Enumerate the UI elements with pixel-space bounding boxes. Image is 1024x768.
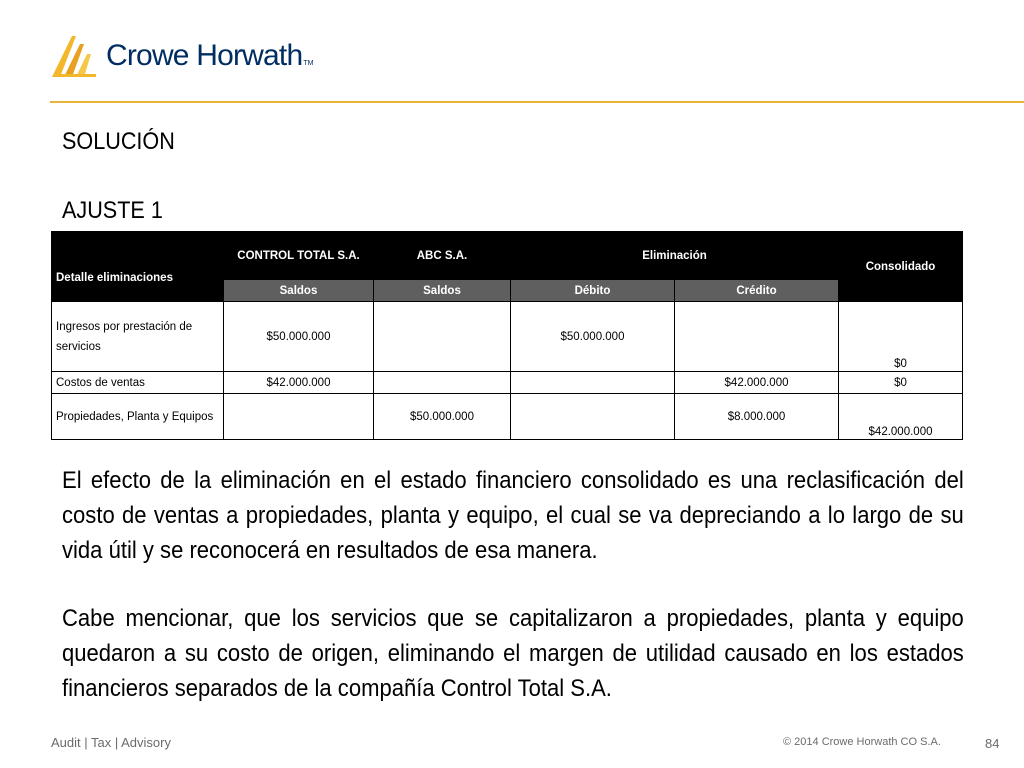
table-header-row — [52, 232, 963, 280]
cell-control: $42.000.000 — [224, 372, 374, 394]
row-label: Costos de ventas — [52, 372, 224, 394]
row-label: Propiedades, Planta y Equipos — [52, 394, 224, 440]
cell-consolidado: $0 — [839, 372, 963, 394]
solution-heading: SOLUCIÓN — [62, 128, 175, 155]
logo-brand-text: Crowe Horwath — [106, 39, 303, 72]
cell-control — [224, 394, 374, 440]
subheader-credito: Crédito — [675, 280, 839, 302]
cell-credito: $8.000.000 — [675, 394, 839, 440]
cell-consolidado: $42.000.000 — [839, 394, 963, 440]
footer-copyright: © 2014 Crowe Horwath CO S.A. — [783, 736, 941, 748]
header-divider — [50, 101, 1024, 103]
subheader-saldos-abc: Saldos — [374, 280, 511, 302]
table-row — [52, 394, 963, 440]
paragraph-effect: El efecto de la eliminación en el estado financiero consolidado es una reclasificación del costo de ventas a propiedades, planta y equipo, el cual se va depreciando a lo largo de su vida útil y se reconocerá en resultados de esa manera. — [62, 467, 964, 564]
cell-credito — [675, 302, 839, 372]
cell-abc — [374, 302, 511, 372]
cell-consolidado: $0 — [839, 302, 963, 372]
header-eliminacion: Eliminación — [511, 232, 839, 280]
header-abc: ABC S.A. — [374, 232, 511, 280]
table-row — [52, 372, 963, 394]
page-number: 84 — [985, 736, 1000, 751]
cell-credito: $42.000.000 — [675, 372, 839, 394]
crowe-logo-icon — [50, 34, 98, 78]
cell-abc — [374, 372, 511, 394]
cell-control: $50.000.000 — [224, 302, 374, 372]
header-detail: Detalle eliminaciones — [52, 232, 224, 302]
table-row — [52, 302, 963, 372]
cell-debito: $50.000.000 — [511, 302, 675, 372]
eliminations-table — [51, 231, 963, 440]
subheader-saldos-control: Saldos — [224, 280, 374, 302]
header-consolidado: Consolidado — [839, 232, 963, 302]
cell-debito — [511, 394, 675, 440]
cell-debito — [511, 372, 675, 394]
cell-abc: $50.000.000 — [374, 394, 511, 440]
adjustment-heading: AJUSTE 1 — [62, 197, 163, 224]
company-logo — [50, 33, 313, 79]
row-label: Ingresos por prestación de servicios — [52, 302, 224, 372]
subheader-debito: Débito — [511, 280, 675, 302]
header-control-total: CONTROL TOTAL S.A. — [224, 232, 374, 280]
paragraph-note: Cabe mencionar, que los servicios que se capitalizaron a propiedades, planta y equipo quedaron a su costo de origen, eliminando el margen de utilidad causado en los estados financieros separados de la compañía Control Total S.A. — [62, 605, 964, 702]
footer-services: Audit | Tax | Advisory — [51, 735, 171, 750]
logo-trademark: TM — [303, 60, 314, 67]
